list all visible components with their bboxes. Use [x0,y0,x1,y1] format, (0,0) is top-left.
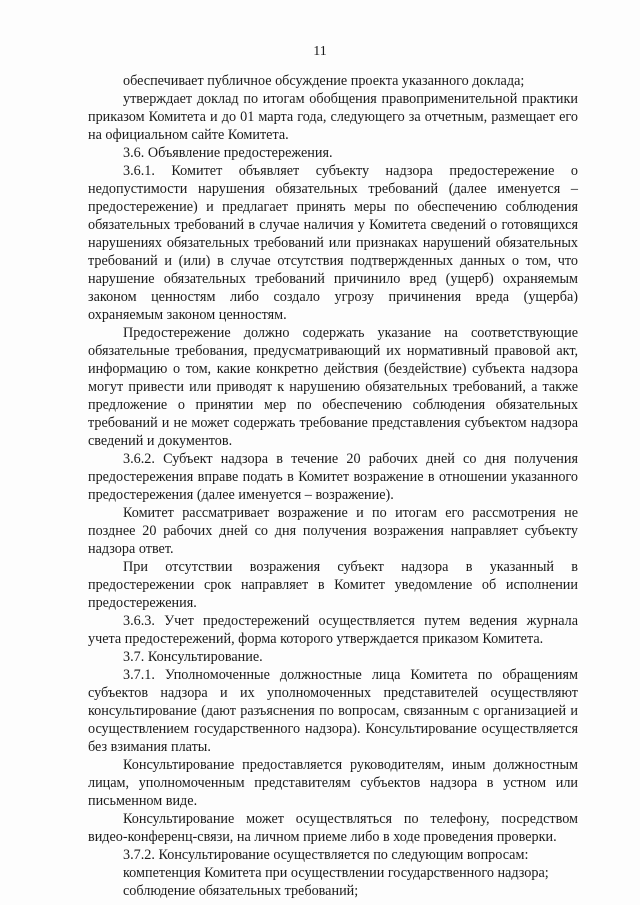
paragraph-approves-report: утверждает доклад по итогам обобщения правоприменительной практики приказом Комитета и до 01 марта года, следующего за отчетным, размещает его на официальном сайте Комитета. [88,91,578,143]
paragraph-3-6-1: 3.6.1. Комитет объявляет субъекту надзора предостережение о недопустимости нарушения обязательных требований (далее именуется – предостережение) и предлагает принять меры по обеспечению соблюдения обязательных требований в случае наличия у Комитета сведений о готовящихся нарушениях обязательных требований или признаках нарушений обязательных требований и (или) в случае отсутствия подтвержденных данных о том, что нарушение обязательных требований причинило вред (ущерб) охраняемым законом ценностям либо создало угрозу причинения вреда (ущерба) охраняемым законом ценностям. [88,163,578,323]
paragraph-consulting-provided: Консультирование предоставляется руководителям, иным должностным лицам, уполномоченным представителям субъектов надзора в устном или письменном виде. [88,757,578,809]
section-heading-3-7: 3.7. Консультирование. [123,649,263,665]
paragraph-3-6-3: 3.6.3. Учет предостережений осуществляется путем ведения журнала учета предостережений, форма которого утверждается приказом Комитета. [88,613,578,647]
document-body [88,72,578,900]
paragraph-no-objection: При отсутствии возражения субъект надзора в указанный в предостережении срок направляет в Комитет уведомление об исполнении предостережения. [88,559,578,611]
paragraph-3-6-2: 3.6.2. Субъект надзора в течение 20 рабочих дней со дня получения предостережения вправе подать в Комитет возражение в отношении указанного предостережения (далее именуется – возражение). [88,451,578,503]
paragraph-3-7-1: 3.7.1. Уполномоченные должностные лица Комитета по обращениям субъектов надзора и их уполномоченных представителей осуществляют консультирование (дают разъяснения по вопросам, связанным с организацией и осуществлением государственного надзора). Консультирование осуществляется без взимания платы. [88,667,578,755]
paragraph-public-discussion: обеспечивает публичное обсуждение проекта указанного доклада; [123,73,525,89]
paragraph-consulting-methods: Консультирование может осуществляться по телефону, посредством видео-конференц-связи, на личном приеме либо в ходе проведения проверки. [88,811,578,845]
paragraph-warning-content: Предостережение должно содержать указание на соответствующие обязательные требования, предусматривающий их нормативный правовой акт, информацию о том, какие конкретно действия (бездействие) субъекта надзора могут привести или приводят к нарушению обязательных требований, а также предложение о принятии мер по обеспечению соблюдения обязательных требований и не может содержать требование представления субъектом надзора сведений и документов. [88,325,578,449]
section-heading-3-6: 3.6. Объявление предостережения. [123,145,333,161]
list-item-compliance: соблюдение обязательных требований; [123,883,359,899]
page-number: 11 [313,44,327,59]
paragraph-3-7-2: 3.7.2. Консультирование осуществляется по следующим вопросам: [123,847,529,863]
list-item-competence: компетенция Комитета при осуществлении государственного надзора; [123,865,549,881]
paragraph-objection-review: Комитет рассматривает возражение и по итогам его рассмотрения не позднее 20 рабочих дней со дня получения возражения направляет субъекту надзора ответ. [88,505,578,557]
